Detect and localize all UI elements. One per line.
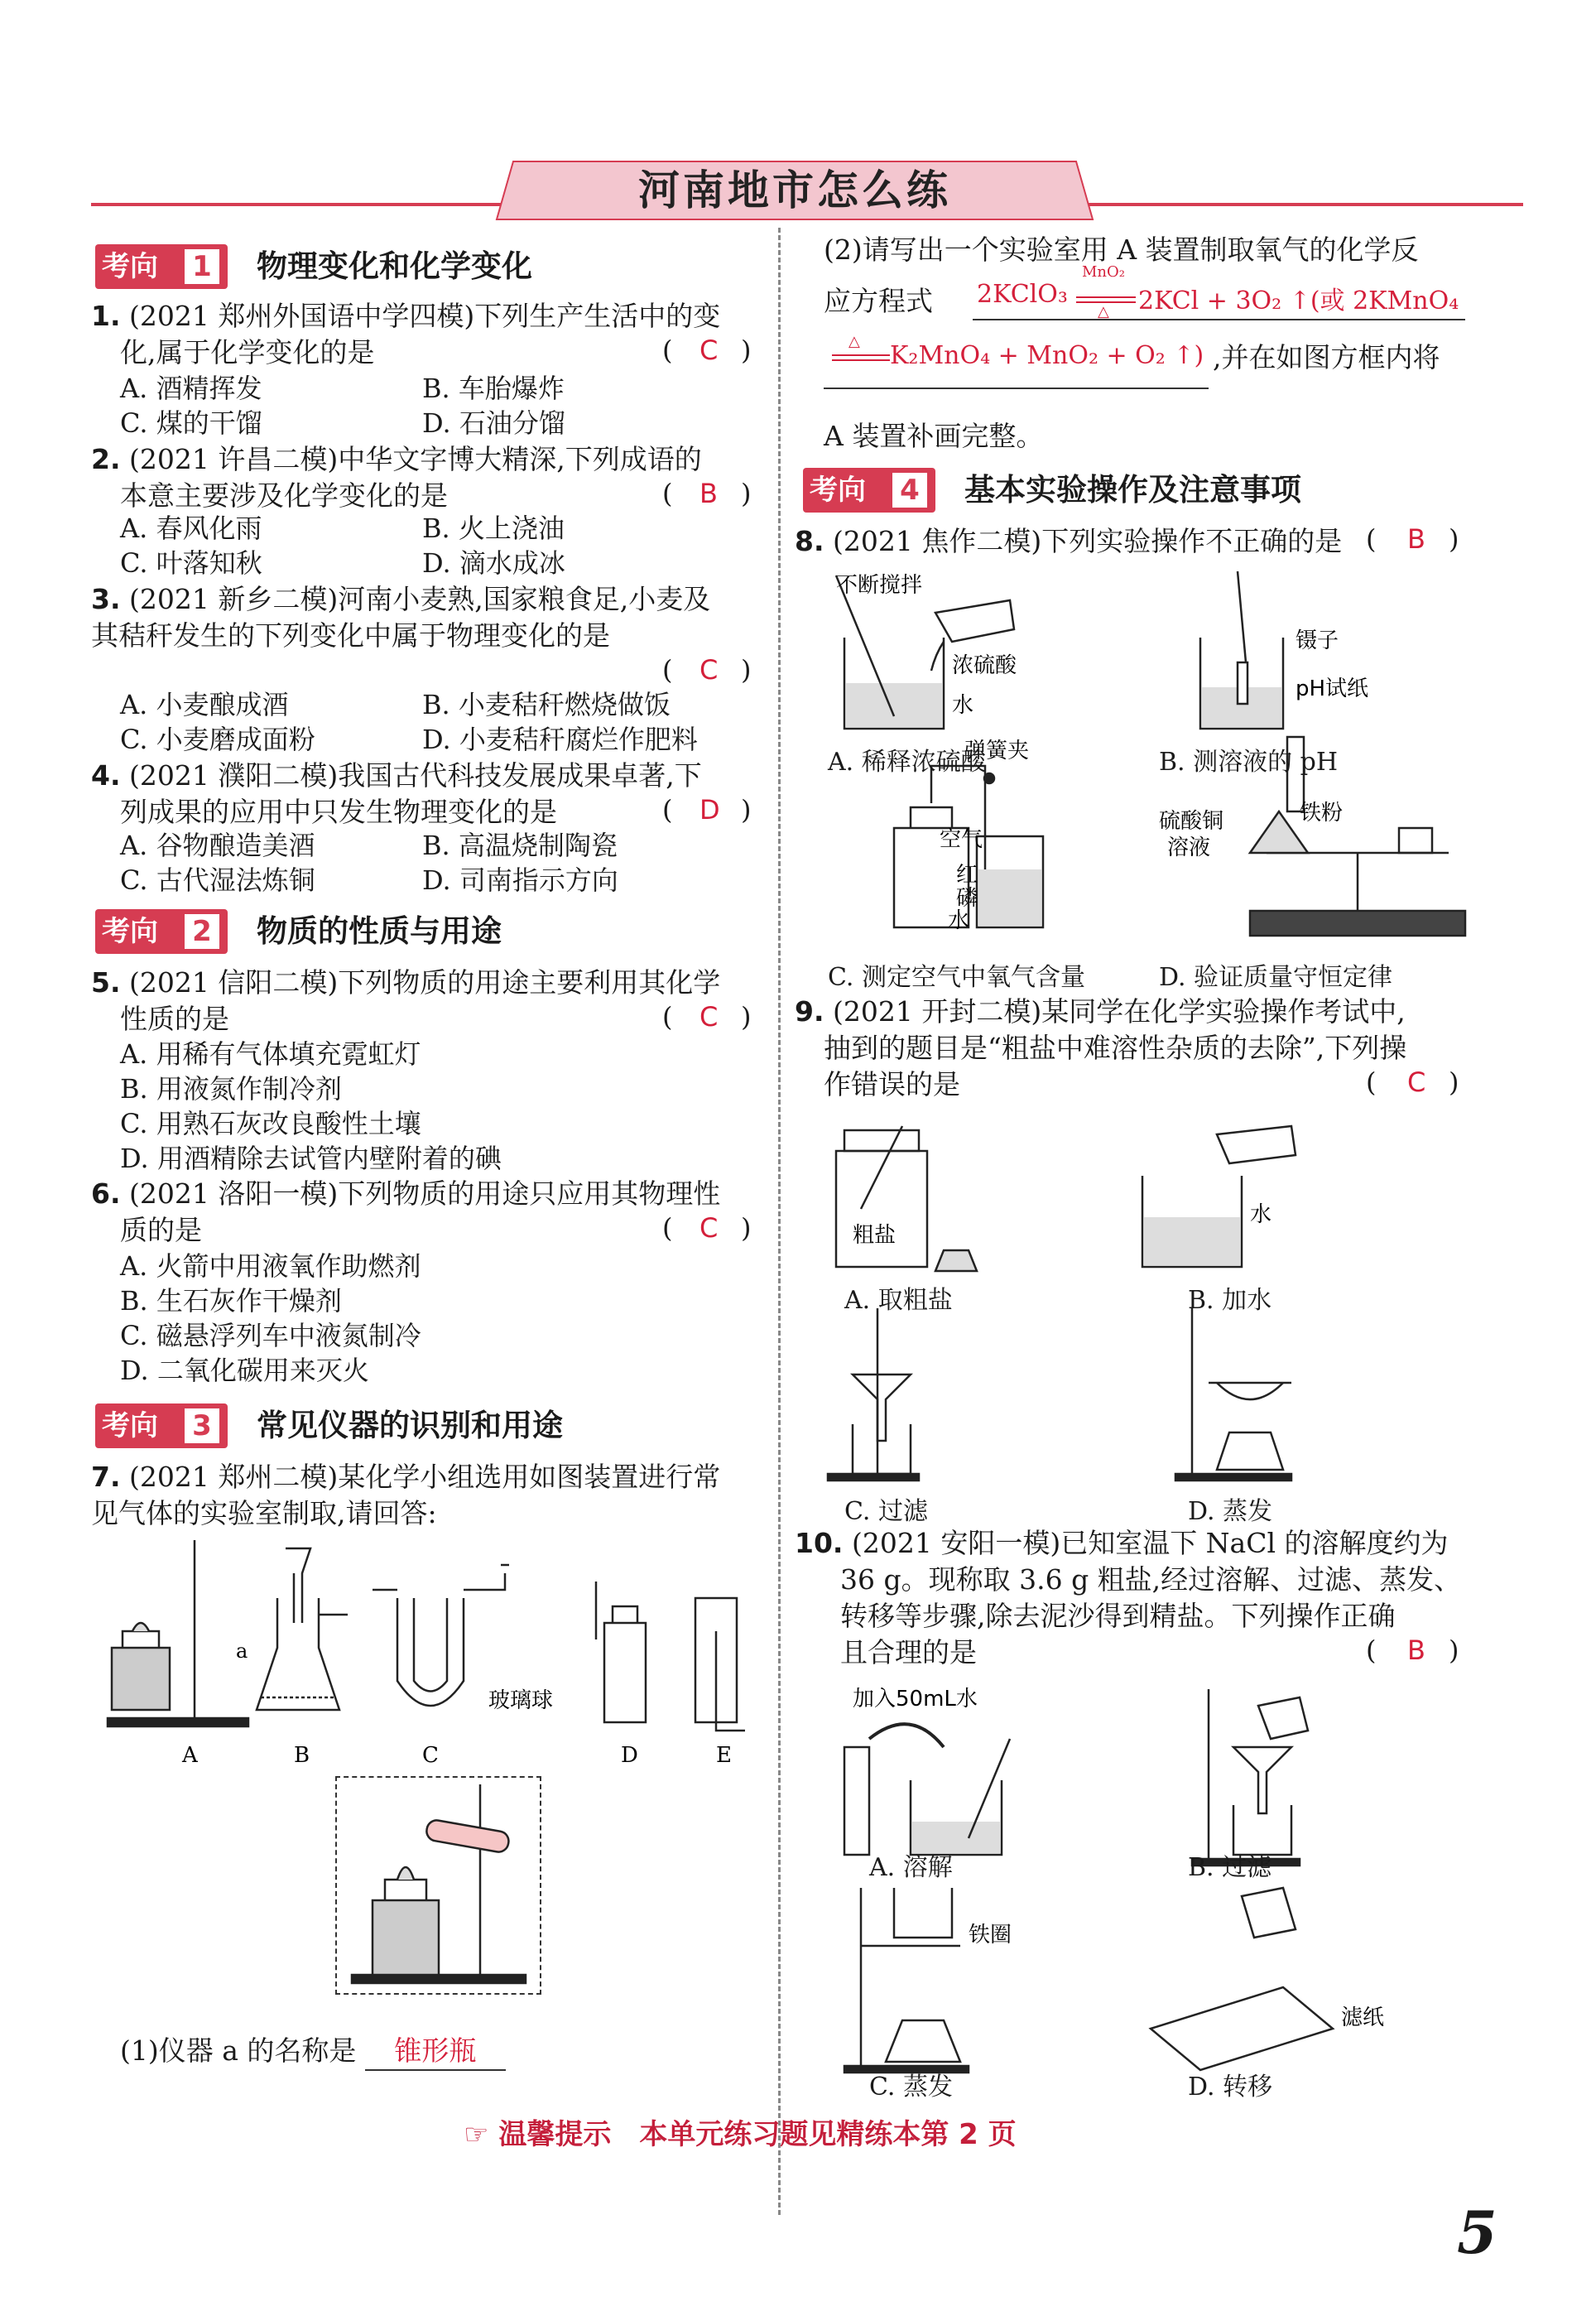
label-ring: 铁圈 [969, 1923, 1012, 1947]
answer-bracket: ( [662, 654, 673, 686]
section-title: 基本实验操作及注意事项 [964, 472, 1301, 508]
option: B. 车胎爆炸 [422, 373, 565, 404]
question-4-line2: 列成果的应用中只发生物理变化的是 [120, 796, 557, 828]
question-3 [91, 581, 710, 618]
label-air: 空气 [940, 827, 983, 852]
equation-2: K₂MnO₄ + MnO₂ + O₂ ↑) [890, 341, 1204, 370]
figure-caption: D. 蒸发 [1188, 1497, 1273, 1526]
question-6-line2: 质的是 [120, 1214, 202, 1246]
label-ph: pH试纸 [1296, 676, 1369, 701]
question-text: (2021 开封二模)某同学在化学实验操作考试中, [833, 995, 1406, 1028]
figure-caption: B. 加水 [1188, 1286, 1272, 1315]
figure-caption: D. 验证质量守恒定律 [1159, 963, 1393, 992]
question-3-line2: 其秸秆发生的下列变化中属于物理变化的是 [91, 619, 610, 652]
q7-apparatus-figure [99, 1532, 762, 1780]
answer-bracket: ( [662, 1212, 673, 1244]
option: D. 司南指示方向 [422, 864, 618, 896]
equation-1-catalyst: MnO₂ [1082, 263, 1125, 281]
question-text: (2021 洛阳一模)下列物质的用途只应用其物理性 [129, 1177, 721, 1210]
apparatus-label-b: B [294, 1743, 310, 1768]
section-3-header [95, 1403, 757, 1448]
section-number: 4 [892, 473, 927, 508]
answer: B [699, 478, 718, 509]
answer-bracket: ) [741, 794, 752, 826]
answer-bracket: ( [662, 478, 673, 509]
option: B. 高温烧制陶瓷 [422, 830, 618, 861]
option: A. 火箭中用液氧作助燃剂 [120, 1250, 421, 1282]
option: C. 古代湿法炼铜 [120, 864, 315, 896]
option: D. 用酒精除去试管内壁附着的碘 [120, 1143, 502, 1174]
answer: B [1407, 1635, 1425, 1666]
apparatus-label-d: D [621, 1743, 638, 1768]
question-8 [795, 523, 1342, 560]
question-10-line3: 转移等步骤,除去泥沙得到精盐。下列操作正确 [840, 1600, 1396, 1632]
pointing-hand-icon: ☞ [464, 2118, 489, 2151]
option: C. 用熟石灰改良酸性土壤 [120, 1108, 421, 1139]
answer: C [699, 654, 719, 686]
question-number: 9. [795, 995, 824, 1028]
question-text: (2021 新乡二模)河南小麦熟,国家粮食足,小麦及 [129, 583, 711, 615]
q7-sub2-line4: A 装置补画完整。 [824, 420, 1044, 452]
figure-caption: D. 转移 [1188, 2073, 1273, 2102]
answer-bracket: ) [741, 1001, 752, 1033]
q7-sub1-answer: 锥形瓶 [365, 2033, 506, 2071]
equation-2-arrow2 [832, 359, 890, 361]
question-1-line2: 化,属于化学变化的是 [120, 336, 375, 368]
answer: C [699, 1001, 719, 1033]
question-number: 1. [91, 300, 121, 332]
q7-sub2-line3: ,并在如图方框内将 [1213, 341, 1440, 373]
question-10-line4: 且合理的是 [840, 1636, 977, 1668]
question-9-line3: 作错误的是 [824, 1068, 960, 1100]
answer-bracket: ) [1449, 1635, 1459, 1666]
label-water: 水 [1250, 1202, 1272, 1227]
option: B. 生石灰作干燥剂 [120, 1285, 342, 1317]
label-phos: 磷 [956, 886, 978, 911]
question-number: 10. [795, 1527, 844, 1559]
section-number: 3 [185, 1408, 219, 1443]
apparatus-label-e: E [716, 1743, 732, 1768]
option: D. 滴水成冰 [422, 547, 565, 579]
header-banner [497, 153, 1093, 228]
option: C. 煤的干馏 [120, 407, 262, 439]
option: D. 石油分馏 [422, 407, 565, 439]
question-number: 6. [91, 1177, 121, 1210]
question-10 [795, 1525, 1449, 1562]
equation-1-lhs: 2KClO₃ [977, 280, 1068, 309]
answer-bracket: ( [662, 335, 673, 366]
answer: B [1407, 523, 1425, 555]
section-1-header [95, 244, 757, 289]
label-water: 水 [952, 693, 974, 718]
q7-sub1 [120, 2033, 506, 2071]
question-number: 4. [91, 759, 121, 792]
section-tag: 考向 [95, 909, 228, 954]
question-5-line2: 性质的是 [120, 1003, 229, 1035]
question-text: (2021 许昌二模)中华文字博大精深,下列成语的 [129, 443, 702, 475]
question-1 [91, 298, 720, 335]
section-tag: 考向 [803, 468, 935, 513]
label-add-water: 加入50mL水 [853, 1687, 978, 1712]
option: B. 用液氮作制冷剂 [120, 1073, 342, 1105]
label-water2: 水 [948, 908, 970, 933]
apparatus-label-a: A [182, 1743, 198, 1768]
answer-bracket: ( [662, 794, 673, 826]
label-cuso4b: 溶液 [1167, 835, 1211, 860]
figure-caption: B. 测溶液的 pH [1159, 748, 1339, 777]
question-text: (2021 郑州二模)某化学小组选用如图装置进行常 [129, 1461, 721, 1493]
answer-line [824, 388, 1209, 389]
q7-drawing-box-apparatus [335, 1776, 538, 1991]
label-red: 红 [956, 863, 978, 888]
figure-caption: C. 蒸发 [869, 2073, 953, 2102]
label-stir: 不断搅拌 [836, 573, 923, 598]
question-number: 8. [795, 525, 824, 557]
answer-line [973, 319, 1465, 320]
footer-text: 温馨提示 本单元练习题见精练本第 2 页 [498, 2118, 1017, 2151]
question-text: (2021 郑州外国语中学四模)下列生产生活中的变 [129, 300, 721, 332]
option: B. 小麦秸秆燃烧做饭 [422, 689, 671, 720]
label-paper: 滤纸 [1341, 2005, 1385, 2030]
section-2-header [95, 909, 757, 954]
instrument-a-label: a [236, 1639, 248, 1663]
question-7-line2: 见气体的实验室制取,请回答: [91, 1497, 437, 1529]
answer: C [699, 335, 719, 366]
section-number: 2 [185, 914, 219, 949]
section-title: 常见仪器的识别和用途 [257, 1408, 563, 1443]
question-6 [91, 1176, 720, 1212]
label-salt: 粗盐 [853, 1223, 897, 1248]
option: A. 春风化雨 [120, 513, 262, 544]
question-number: 2. [91, 443, 121, 475]
answer-bracket: ( [662, 1001, 673, 1033]
question-number: 5. [91, 966, 121, 999]
label-clamp: 弹簧夹 [964, 739, 1030, 763]
option: A. 用稀有气体填充霓虹灯 [120, 1038, 421, 1070]
equation-1-rhs: 2KCl + 3O₂ ↑(或 2KMnO₄ [1138, 286, 1459, 315]
section-tag: 考向 [95, 1403, 228, 1448]
option: C. 叶落知秋 [120, 547, 262, 579]
answer-bracket: ( [1366, 1635, 1377, 1666]
equation-1-heat: △ [1098, 303, 1109, 320]
label-iron: 铁粉 [1300, 801, 1344, 826]
q7-sub2-text: 应方程式 [824, 285, 933, 317]
question-7 [91, 1459, 720, 1495]
question-10-line2: 36 g。现称取 3.6 g 粗盐,经过溶解、过滤、蒸发、 [840, 1563, 1462, 1596]
section-title: 物质的性质与用途 [257, 913, 502, 949]
question-number: 3. [91, 583, 121, 615]
q7-sub2-line2 [824, 283, 933, 320]
option: A. 谷物酿造美酒 [120, 830, 315, 861]
question-text: (2021 焦作二模)下列实验操作不正确的是 [833, 525, 1343, 557]
section-4-header [803, 468, 1507, 513]
figure-caption: C. 过滤 [844, 1497, 928, 1526]
equation-1-arrow [1076, 296, 1136, 298]
answer-bracket: ) [741, 654, 752, 686]
figure-caption: A. 溶解 [869, 1853, 953, 1882]
option: A. 酒精挥发 [120, 373, 262, 404]
answer: D [699, 794, 720, 826]
q7-sub1-text: (1)仪器 a 的名称是 [120, 2034, 357, 2067]
answer: C [699, 1212, 719, 1244]
question-5 [91, 965, 720, 1001]
answer-bracket: ) [741, 335, 752, 366]
question-4 [91, 758, 702, 794]
answer: C [1407, 1066, 1426, 1098]
question-text: (2021 安阳一模)已知室温下 NaCl 的溶解度约为 [851, 1527, 1449, 1559]
figure-caption: C. 测定空气中氧气含量 [828, 963, 1085, 992]
answer-bracket: ) [741, 478, 752, 509]
page-number: 5 [1457, 2198, 1497, 2267]
answer-bracket: ) [1449, 523, 1459, 555]
figure-caption: B. 过滤 [1188, 1853, 1272, 1882]
label-acid: 浓硫酸 [952, 653, 1017, 678]
question-number: 7. [91, 1461, 121, 1493]
option: C. 小麦磨成面粉 [120, 724, 315, 755]
q7-sub2-line1: (2)请写出一个实验室用 A 装置制取氧气的化学反 [824, 234, 1419, 266]
section-number: 1 [185, 249, 219, 284]
section-title: 物理变化和化学变化 [257, 248, 532, 284]
question-2-line2: 本意主要涉及化学变化的是 [120, 479, 448, 512]
option: C. 磁悬浮列车中液氮制冷 [120, 1320, 421, 1351]
option: B. 火上浇油 [422, 513, 565, 544]
question-2 [91, 441, 702, 478]
label-cuso4a: 硫酸铜 [1159, 809, 1224, 834]
answer-bracket: ) [1449, 1066, 1459, 1098]
label-tweezer: 镊子 [1296, 628, 1339, 653]
equation-2-arrow [832, 354, 890, 356]
column-divider [778, 228, 781, 2215]
option: A. 小麦酿成酒 [120, 689, 289, 720]
equation-2-heat: △ [848, 333, 860, 350]
figure-caption: A. 取粗盐 [844, 1286, 953, 1315]
question-text: (2021 信阳二模)下列物质的用途主要利用其化学 [129, 966, 721, 999]
answer-bracket: ( [1366, 523, 1377, 555]
footer-tip [464, 2111, 1017, 2152]
answer-bracket: ( [1366, 1066, 1377, 1098]
question-text: (2021 濮阳二模)我国古代科技发展成果卓著,下 [129, 759, 702, 792]
option: D. 二氧化碳用来灭火 [120, 1355, 369, 1386]
page-title: 河南地市怎么练 [638, 166, 951, 214]
glass-ball-label: 玻璃球 [488, 1688, 554, 1713]
question-9-line2: 抽到的题目是“粗盐中难溶性杂质的去除”,下列操 [824, 1032, 1407, 1064]
option: D. 小麦秸秆腐烂作肥料 [422, 724, 698, 755]
figure-caption: A. 稀释浓硫酸 [828, 748, 986, 777]
question-9 [795, 994, 1406, 1030]
answer-bracket: ) [741, 1212, 752, 1244]
section-tag: 考向 [95, 244, 228, 289]
apparatus-label-c: C [422, 1743, 439, 1768]
